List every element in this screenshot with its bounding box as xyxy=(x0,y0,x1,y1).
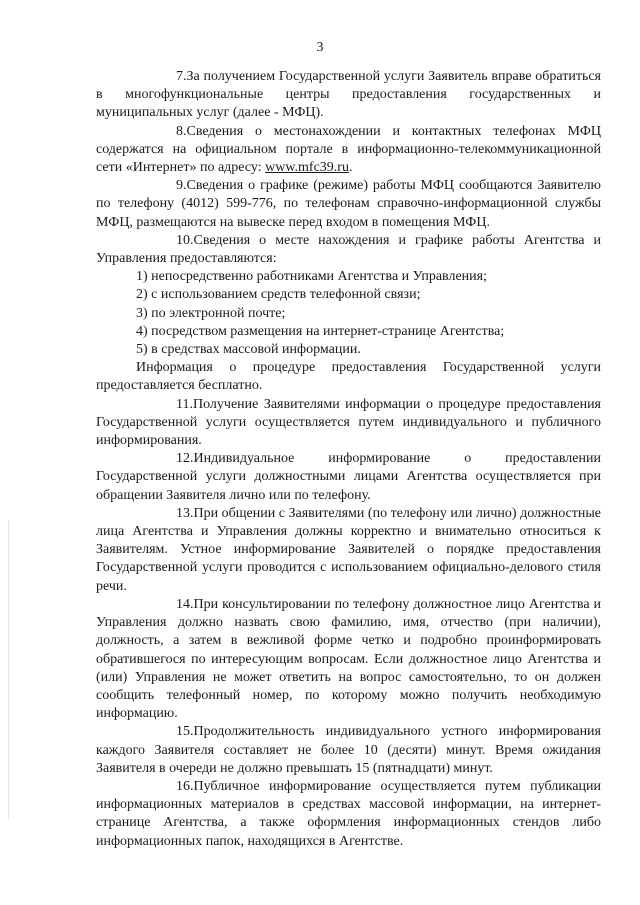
scan-edge-artifact xyxy=(8,520,9,820)
paragraph-15 xyxy=(96,723,601,778)
paragraph-7 xyxy=(96,68,601,123)
paragraph-13 xyxy=(96,505,601,596)
paragraph-text: За получением Государственной услуги Заявитель вправе обратиться в многофункциональные центры предоставления государственных и муниципальных услуг (далее - МФЦ). xyxy=(96,69,601,121)
paragraph-number: 10. xyxy=(176,232,194,248)
paragraph-number: 9. xyxy=(176,178,187,194)
paragraph-9 xyxy=(96,177,601,232)
paragraph-number: 7. xyxy=(176,69,187,84)
paragraph-text-end: . xyxy=(348,160,353,176)
paragraph-12 xyxy=(96,450,601,505)
paragraph-number: 11. xyxy=(176,396,193,412)
document-body xyxy=(96,68,601,851)
paragraph-number: 15. xyxy=(176,724,194,740)
paragraph-text: Сведения о местонахождении и контактных телефонах МФЦ содержатся на официальном портале в информационно-телекоммуникационной сети «Интернет» по адресу: xyxy=(96,123,601,176)
list-item: 2) с использованием средств телефонной связи; xyxy=(136,287,421,303)
paragraph-number: 8. xyxy=(176,123,187,139)
list-item: 4) посредством размещения на интернет-странице Агентства; xyxy=(136,323,505,339)
paragraph-10 xyxy=(96,232,601,268)
info-free-paragraph: Информация о процедуре предоставления Государственной услуги предоставляется бесплатно. xyxy=(96,360,601,394)
paragraph-text: Сведения о месте нахождения и графике работы Агентства и Управления предоставляются: xyxy=(96,232,601,267)
paragraph-text: При общении с Заявителями (по телефону или лично) должностные лица Агентства и Управления должны корректно и внимательно относиться к Заявителям. Устное информирование Заявителей о порядке предоставления Государственной услуги проводится с использованием официально-делового стиля речи. xyxy=(96,505,601,594)
paragraph-number: 14. xyxy=(176,596,194,612)
paragraph-text: При консультировании по телефону должностное лицо Агентства и Управления должно назвать свою фамилию, имя, отчество (при наличии), должность, а затем в вежливой форме четко и подробно проинформировать обратившегося по интересующим вопросам. Если должностное лицо Агентства и (или) Управления не может ответить на вопрос самостоятельно, то он должен сообщить телефонный номер, по которому можно получить необходимую информацию. xyxy=(96,596,601,722)
list-item: 3) по электронной почте; xyxy=(136,305,286,321)
mfc-website-link[interactable]: www.mfc39.ru xyxy=(265,160,349,176)
paragraph-text: Сведения о графике (режиме) работы МФЦ сообщаются Заявителю по телефону (4012) 599-776, по телефонам справочно-информационной службы МФЦ, размещаются на вывеске перед входом в помещения МФЦ. xyxy=(96,178,601,230)
page-number: 3 xyxy=(316,40,324,55)
list-item: 1) непосредственно работниками Агентства и Управления; xyxy=(136,269,487,285)
paragraph-text: Получение Заявителями информации о процедуре предоставления Государственной услуги осуществляется путем индивидуального и публичного информирования. xyxy=(96,396,601,449)
paragraph-number: 16. xyxy=(176,778,194,794)
paragraph-text: Публичное информирование осуществляется путем публикации информационных материалов в средствах массовой информации, на интернет-странице Агентства, а также оформления информационных стендов либо информационных папок, находящихся в Агентстве. xyxy=(96,778,601,849)
paragraph-11 xyxy=(96,396,601,451)
paragraph-number: 13. xyxy=(176,505,194,521)
paragraph-14 xyxy=(96,596,601,723)
list-item: 5) в средствах массовой информации. xyxy=(136,342,361,358)
paragraph-16 xyxy=(96,778,601,851)
paragraph-number: 12. xyxy=(176,451,194,467)
paragraph-text: Индивидуальное информирование о предоставлении Государственной услуги должностными лицами Агентства осуществляется при обращении Заявителя лично или по телефону. xyxy=(96,451,601,503)
paragraph-8 xyxy=(96,123,601,178)
paragraph-text: Продолжительность индивидуального устного информирования каждого Заявителя составляет не более 10 (десяти) минут. Время ожидания Заявителя в очереди не должно превышать 15 (пятнадцати) минут. xyxy=(96,724,601,776)
